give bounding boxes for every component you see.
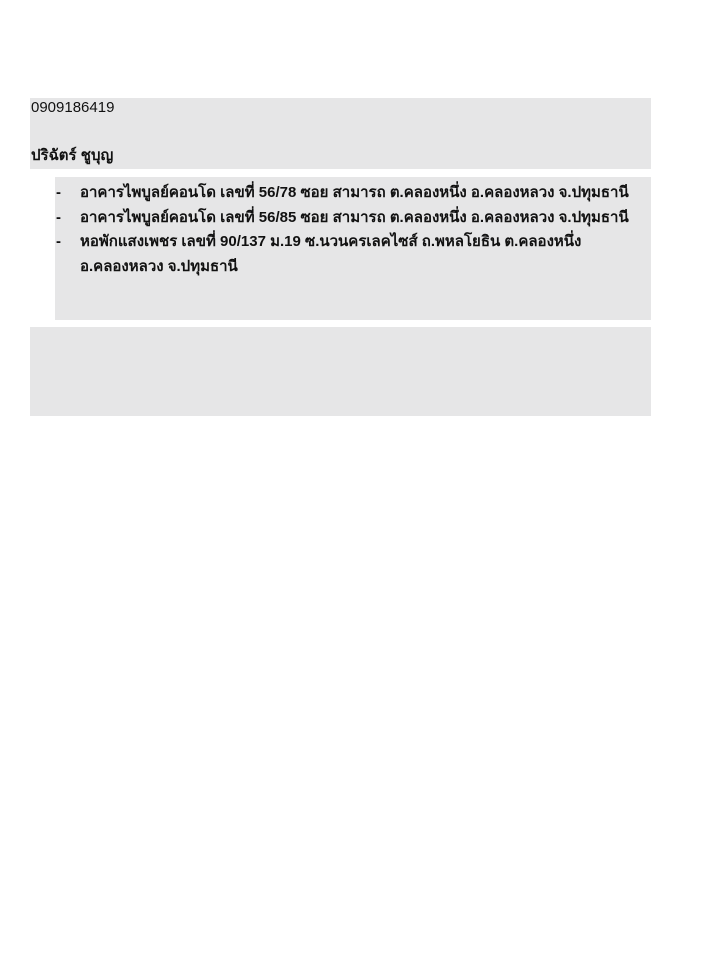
address-text: หอพักแสงเพชร เลขที่ 90/137 ม.19 ซ.นวนครเลคไซส์ ถ.พหลโยธิน ต.คลองหนึ่ง อ.คลองหลวง จ.ปทุมธานี (80, 233, 582, 275)
address-text: อาคารไพบูลย์คอนโด เลขที่ 56/78 ซอย สามารถ ต.คลองหนึ่ง อ.คลองหลวง จ.ปทุมธานี (80, 184, 629, 201)
contact-name: ปริฉัตร์ ชูบุญ (31, 147, 114, 164)
address-bullet: - (56, 208, 61, 226)
address-list (55, 181, 651, 279)
address-item (55, 230, 651, 279)
contact-header-block (30, 98, 651, 169)
address-list-block (55, 177, 651, 320)
phone-number: 0909186419 (31, 99, 115, 116)
address-text: อาคารไพบูลย์คอนโด เลขที่ 56/85 ซอย สามารถ ต.คลองหนึ่ง อ.คลองหลวง จ.ปทุมธานี (80, 208, 629, 226)
empty-block (30, 327, 651, 416)
address-item (55, 181, 651, 206)
address-bullet: - (56, 233, 61, 250)
address-bullet: - (56, 184, 61, 201)
address-item (55, 206, 651, 231)
